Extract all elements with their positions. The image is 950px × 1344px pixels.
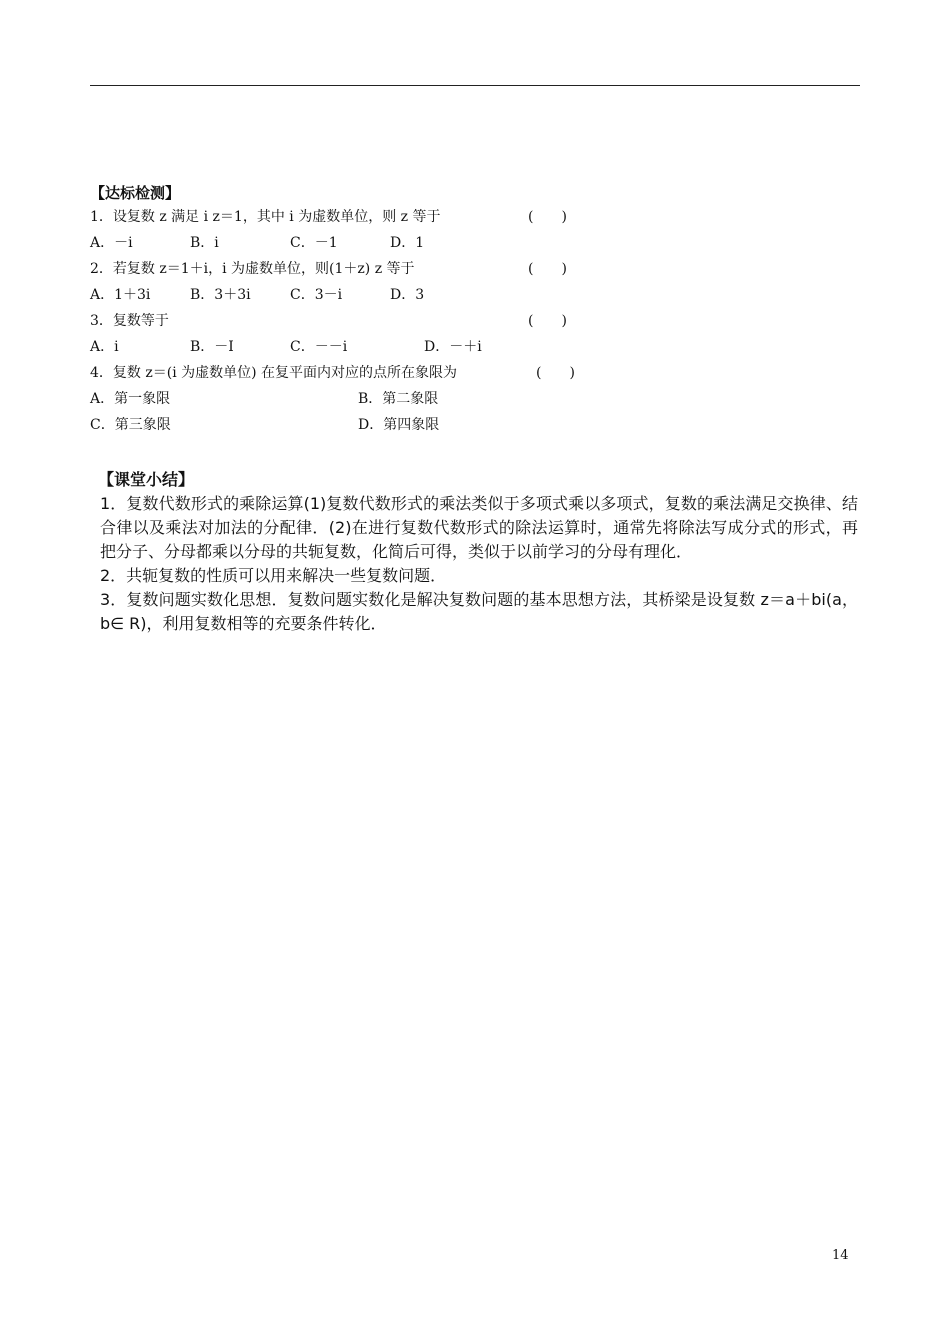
question-4-text: 4．复数 z＝(i 为虚数单位) 在复平面内对应的点所在象限为 — [90, 365, 458, 381]
option-d: D．－＋i — [424, 339, 482, 355]
header-rule — [90, 85, 860, 86]
question-3-answer-paren: ( ) — [528, 313, 567, 329]
question-3-options — [90, 334, 860, 360]
question-2-answer-paren: ( ) — [528, 261, 567, 277]
question-4-options-row-2 — [90, 412, 860, 438]
option-a: A．i — [90, 339, 119, 355]
option-d: D．3 — [390, 287, 425, 303]
option-c: C．3－i — [290, 287, 343, 303]
option-d: D．第四象限 — [358, 417, 440, 433]
question-1-options — [90, 230, 860, 256]
option-c: C．－－i — [290, 339, 348, 355]
option-c: C．－1 — [290, 235, 338, 251]
option-a: A．1＋3i — [90, 287, 151, 303]
question-2-text: 2．若复数 z＝1＋i，i 为虚数单位，则(1＋z) z 等于 — [90, 261, 415, 277]
question-2-options — [90, 282, 860, 308]
option-a: A．第一象限 — [90, 391, 171, 407]
question-3 — [90, 308, 860, 334]
quiz-section — [90, 182, 860, 438]
option-b: B．3＋3i — [190, 287, 251, 303]
option-b: B．第二象限 — [358, 391, 439, 407]
option-b: B．－I — [190, 339, 234, 355]
question-2 — [90, 256, 860, 282]
summary-title: 【课堂小结】 — [98, 470, 195, 489]
question-1-answer-paren: ( ) — [528, 209, 567, 225]
summary-paragraph-3: 3．复数问题实数化思想．复数问题实数化是解决复数问题的基本思想方法，其桥梁是设复数 z＝a＋bi(a，b∈ R)，利用复数相等的充要条件转化． — [100, 590, 858, 633]
option-b: B．i — [190, 235, 219, 251]
question-4-options-row-1 — [90, 386, 860, 412]
summary-section — [90, 468, 858, 636]
page-number: 14 — [832, 1248, 849, 1263]
question-1-text: 1．设复数 z 满足 i z＝1，其中 i 为虚数单位，则 z 等于 — [90, 209, 441, 225]
option-d: D．1 — [390, 235, 425, 251]
quiz-title: 【达标检测】 — [90, 184, 181, 202]
option-c: C．第三象限 — [90, 417, 171, 433]
option-a: A．－i — [90, 235, 133, 251]
question-3-text: 3．复数等于 — [90, 313, 169, 329]
question-4 — [90, 360, 860, 386]
summary-paragraph-1: 1．复数代数形式的乘除运算(1)复数代数形式的乘法类似于多项式乘以多项式，复数的乘法满足交换律、结合律以及乘法对加法的分配律．(2)在进行复数代数形式的除法运算时，通常先将除法写成分式的形式，再把分子、分母都乘以分母的共轭复数，化简后可得，类似于以前学习的分母有理化． — [100, 494, 858, 561]
summary-paragraph-2: 2．共轭复数的性质可以用来解决一些复数问题． — [100, 566, 447, 585]
question-4-answer-paren: ( ) — [536, 365, 575, 381]
question-1 — [90, 204, 860, 230]
